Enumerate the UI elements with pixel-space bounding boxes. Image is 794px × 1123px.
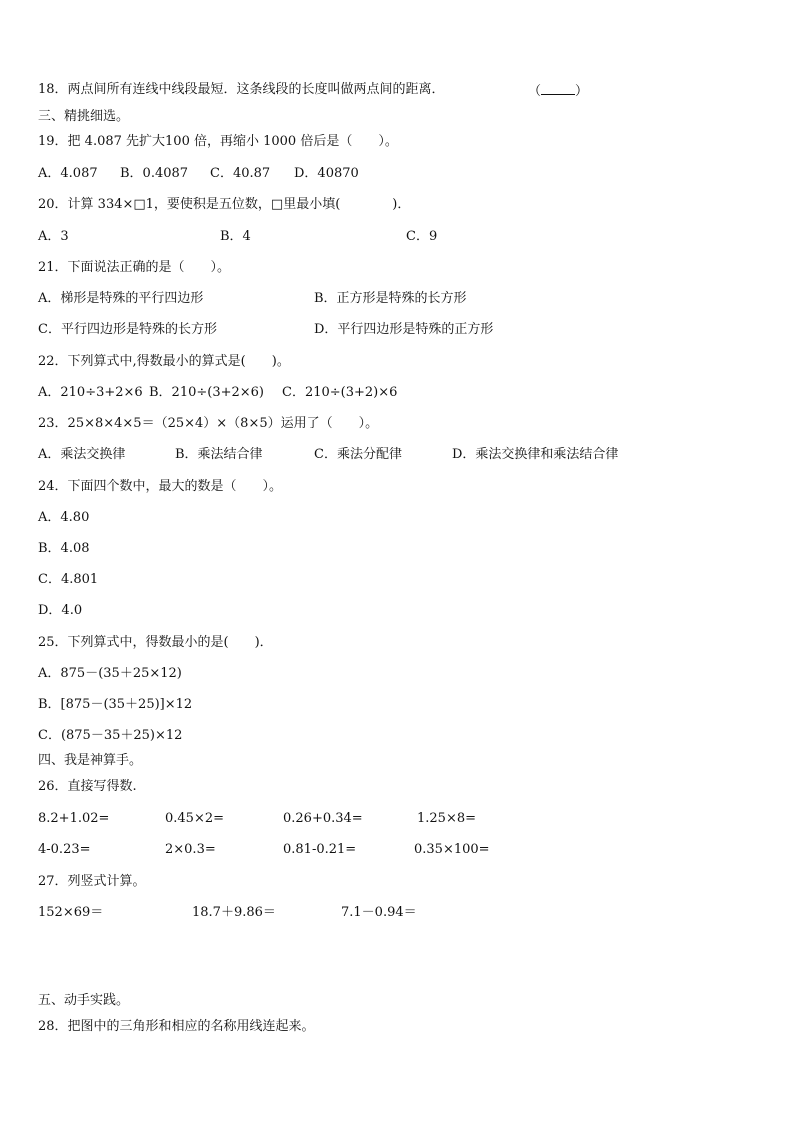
paren-close: ） xyxy=(575,84,589,99)
option-a[interactable]: A．3 xyxy=(38,229,69,244)
question-20: 20．计算 334×□1，要使积是五位数，□里最小填( )． xyxy=(38,197,411,212)
question-19-options xyxy=(38,166,738,182)
question-21-options-row2 xyxy=(38,322,738,338)
option-c[interactable]: C．乘法分配律 xyxy=(314,447,402,462)
question-28: 28．把图中的三角形和相应的名称用线连起来。 xyxy=(38,1019,315,1034)
option-a[interactable]: A．875－(35＋25×12) xyxy=(38,666,182,681)
vertical-calc-row xyxy=(38,905,738,921)
blank-line xyxy=(541,82,575,95)
option-d[interactable]: D．平行四边形是特殊的正方形 xyxy=(314,322,494,337)
section-4-heading: 四、我是神算手。 xyxy=(38,753,143,768)
mental-math-item: 0.26+0.34= xyxy=(283,811,363,826)
paren-open: （ xyxy=(528,84,542,99)
option-a[interactable]: A．210÷3+2×6 xyxy=(38,385,143,400)
question-20-options xyxy=(38,229,738,245)
option-c[interactable]: C．40.87 xyxy=(210,166,271,181)
mental-math-item: 4-0.23= xyxy=(38,842,91,857)
mental-math-row-2 xyxy=(38,842,738,858)
option-a[interactable]: A．乘法交换律 xyxy=(38,447,126,462)
option-c[interactable]: C．9 xyxy=(406,229,438,244)
option-b[interactable]: B．0.4087 xyxy=(120,166,189,181)
question-18-text: 18．两点间所有连线中线段最短．这条线段的长度叫做两点间的距离． xyxy=(38,82,445,97)
option-a[interactable]: A．梯形是特殊的平行四边形 xyxy=(38,291,204,306)
mental-math-row-1 xyxy=(38,811,738,827)
question-21: 21．下面说法正确的是（ ）。 xyxy=(38,260,231,275)
option-b[interactable]: B．210÷(3+2×6) xyxy=(149,385,265,400)
option-c[interactable]: C．210÷(3+2)×6 xyxy=(282,385,398,400)
option-a[interactable]: A．4.087 xyxy=(38,166,98,181)
section-3-heading: 三、精挑细选。 xyxy=(38,109,130,124)
option-d[interactable]: D．40870 xyxy=(294,166,359,181)
mental-math-item: 0.45×2= xyxy=(165,811,225,826)
option-b[interactable]: B．4.08 xyxy=(38,541,90,556)
question-19: 19．把 4.087 先扩大100 倍，再缩小 1000 倍后是（ ）。 xyxy=(38,134,398,149)
question-18 xyxy=(38,82,445,98)
question-24: 24．下面四个数中，最大的数是（ ）。 xyxy=(38,479,283,494)
option-b[interactable]: B．正方形是特殊的长方形 xyxy=(314,291,467,306)
vertical-calc-item: 152×69＝ xyxy=(38,905,104,920)
question-23-options xyxy=(38,447,738,463)
vertical-calc-item: 7.1－0.94＝ xyxy=(341,905,417,920)
option-d[interactable]: D．乘法交换律和乘法结合律 xyxy=(452,447,619,462)
mental-math-item: 0.81-0.21= xyxy=(283,842,357,857)
option-c[interactable]: C．(875－35＋25)×12 xyxy=(38,728,183,743)
question-27: 27．列竖式计算。 xyxy=(38,874,146,889)
question-22: 22．下列算式中,得数最小的算式是( )。 xyxy=(38,354,290,369)
option-d[interactable]: D．4.0 xyxy=(38,603,83,618)
mental-math-item: 2×0.3= xyxy=(165,842,216,857)
question-26: 26．直接写得数. xyxy=(38,779,137,794)
option-c[interactable]: C．平行四边形是特殊的长方形 xyxy=(38,322,217,337)
option-b[interactable]: B．乘法结合律 xyxy=(175,447,263,462)
option-c[interactable]: C．4.801 xyxy=(38,572,99,587)
question-23: 23．25×8×4×5＝（25×4）×（8×5）运用了（ ）。 xyxy=(38,416,379,431)
option-a[interactable]: A．4.80 xyxy=(38,510,90,525)
option-b[interactable]: B．4 xyxy=(220,229,251,244)
answer-blank-18[interactable] xyxy=(528,82,588,100)
section-5-heading: 五、动手实践。 xyxy=(38,993,130,1008)
vertical-calc-item: 18.7＋9.86＝ xyxy=(192,905,276,920)
option-b[interactable]: B．[875－(35＋25)]×12 xyxy=(38,697,193,712)
mental-math-item: 0.35×100= xyxy=(414,842,490,857)
mental-math-item: 8.2+1.02= xyxy=(38,811,110,826)
question-22-options xyxy=(38,385,738,401)
question-21-options-row1 xyxy=(38,291,738,307)
mental-math-item: 1.25×8= xyxy=(417,811,477,826)
question-25: 25．下列算式中，得数最小的是( )． xyxy=(38,635,273,650)
